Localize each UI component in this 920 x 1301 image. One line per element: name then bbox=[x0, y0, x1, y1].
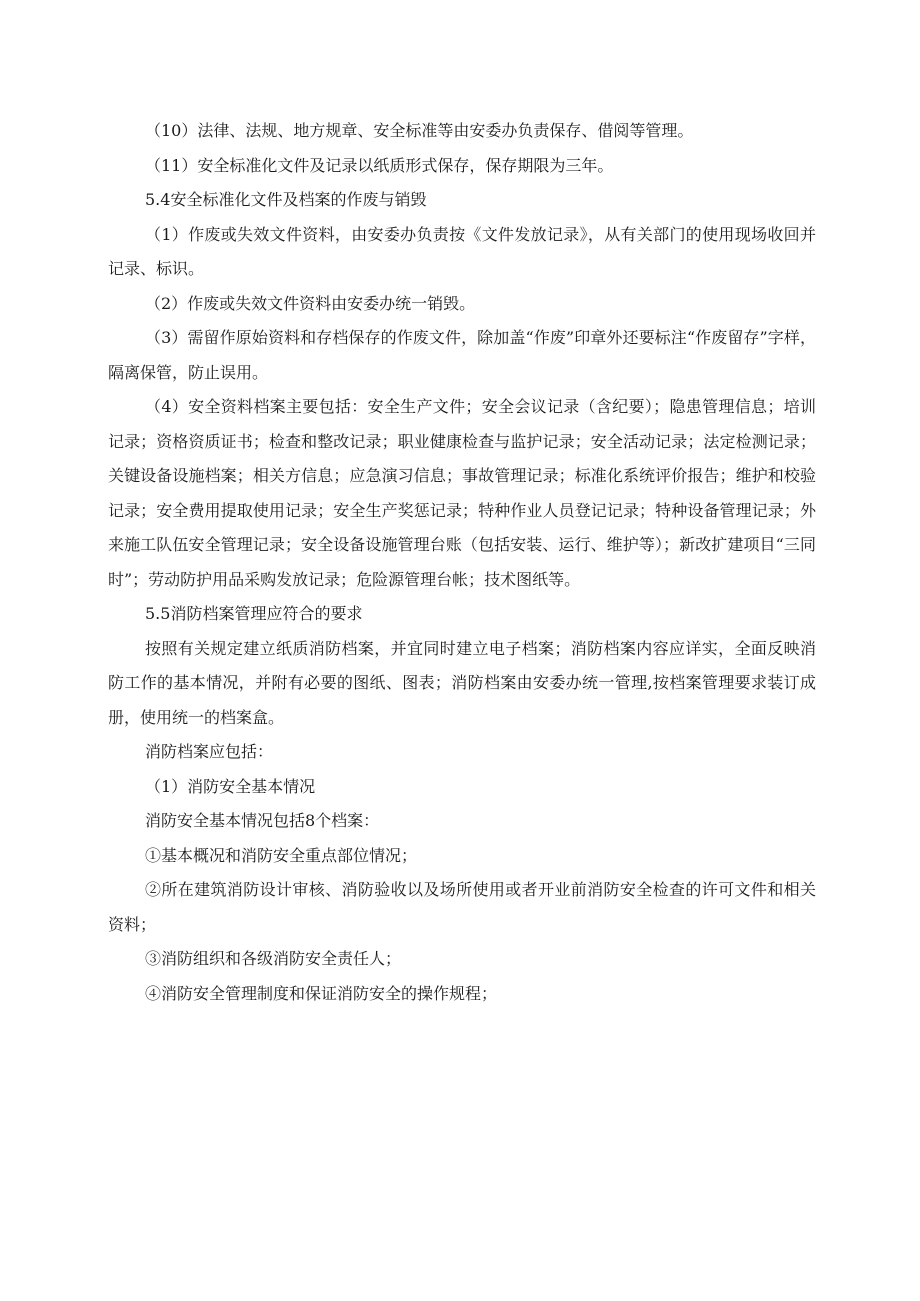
section-heading-5-4: 5.4安全标准化文件及档案的作废与销毁 bbox=[145, 190, 427, 209]
list-item-circled-2: ②所在建筑消防设计审核、消防验收以及场所使用或者开业前消防安全检查的许可文件和相关资料； bbox=[108, 880, 816, 934]
document-body bbox=[108, 114, 816, 1011]
paragraph-item-10: （10）法律、法规、地方规章、安全标准等由安委办负责保存、借阅等管理。 bbox=[145, 121, 694, 140]
paragraph-item-1: （1）作废或失效文件资料，由安委办负责按《文件发放记录》，从有关部门的使用现场收回并记录、标识。 bbox=[108, 224, 816, 278]
paragraph-fire-archive-includes: 消防档案应包括： bbox=[145, 742, 274, 761]
paragraph-fire-basic-situation: （1）消防安全基本情况 bbox=[145, 776, 316, 796]
paragraph-item-4: （4）安全资料档案主要包括：安全生产文件；安全会议记录（含纪要）；隐患管理信息；培训记录；资格资质证书；检查和整改记录；职业健康检查与监护记录；安全活动记录；法定检测记录；关键设备设施档案；相关方信息；应急演习信息；事故管理记录；标准化系统评价报告；维护和校验记录；安全费用提取使用记录；安全生产奖惩记录；特种作业人员登记记录；特种设备管理记录；外来施工队伍安全管理记录；安全设备设施管理台账（包括安装、运行、维护等）；新改扩建项目“三同时”；劳动防护用品采购发放记录；危险源管理台帐；技术图纸等。 bbox=[108, 397, 816, 589]
section-heading-5-5: 5.5消防档案管理应符合的要求 bbox=[145, 604, 363, 623]
list-item-circled-3: ③消防组织和各级消防安全责任人； bbox=[145, 949, 402, 968]
paragraph-item-2: （2）作废或失效文件资料由安委办统一销毁。 bbox=[145, 293, 476, 313]
paragraph-eight-archives: 消防安全基本情况包括8个档案： bbox=[145, 811, 380, 830]
list-item-circled-1: ①基本概况和消防安全重点部位情况； bbox=[145, 845, 418, 865]
paragraph-fire-archive-requirements: 按照有关规定建立纸质消防档案，并宜同时建立电子档案；消防档案内容应详实，全面反映消防工作的基本情况，并附有必要的图纸、图表；消防档案由安委办统一管理,按档案管理要求装订成册，使用统一的档案盒。 bbox=[108, 638, 816, 727]
paragraph-item-11: （11）安全标准化文件及记录以纸质形式保存，保存期限为三年。 bbox=[145, 155, 614, 175]
paragraph-item-3: （3）需留作原始资料和存档保存的作废文件，除加盖“作废”印章外还要标注“作废留存”字样，隔离保管，防止误用。 bbox=[108, 328, 816, 382]
list-item-circled-4: ④消防安全管理制度和保证消防安全的操作规程； bbox=[145, 983, 498, 1003]
